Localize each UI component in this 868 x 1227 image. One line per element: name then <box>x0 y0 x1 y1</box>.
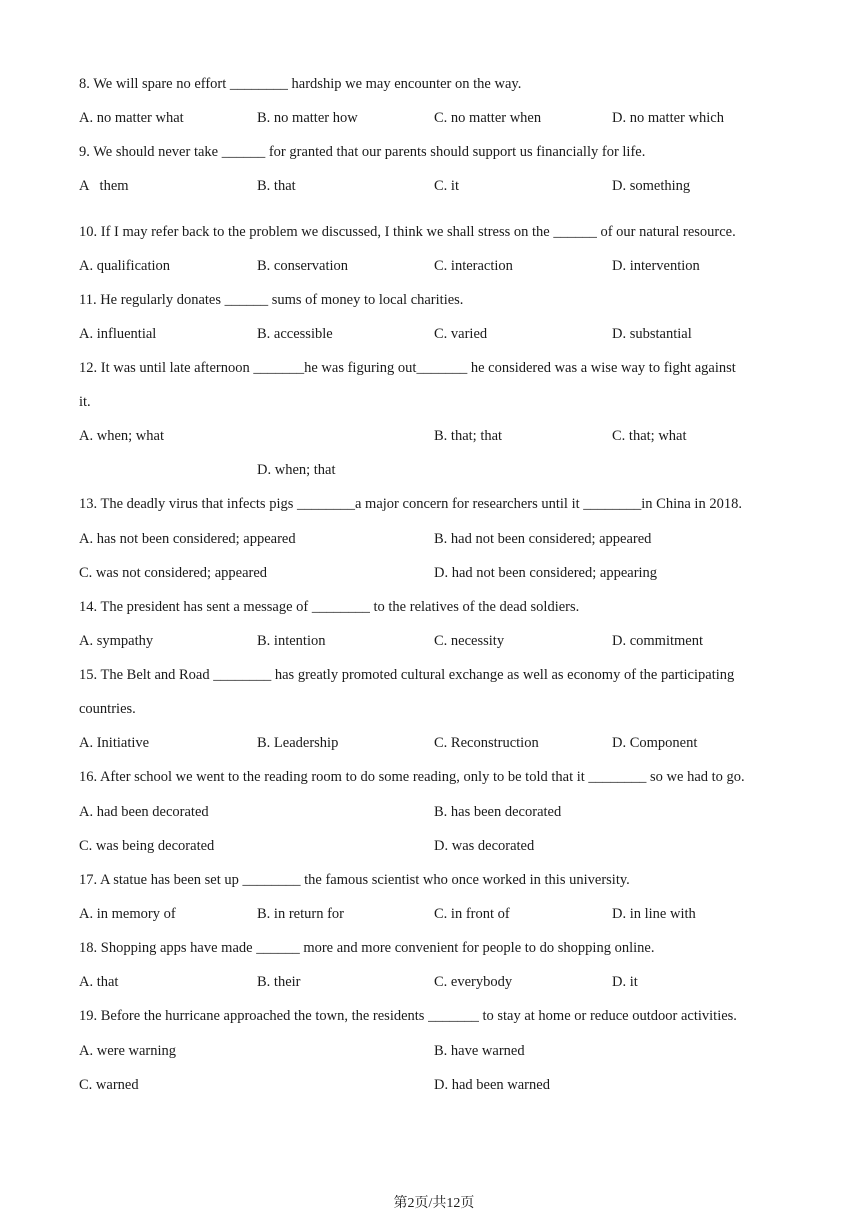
question-12-option-c: C. that; what <box>612 428 687 444</box>
question-9-option-d: D. something <box>612 178 691 194</box>
question-12-option-b: B. that; that <box>434 428 503 444</box>
question-9-option-c: C. it <box>434 178 459 194</box>
question-13-stem: 13. The deadly virus that infects pigs ________a major concern for researchers until it ________in China in 2018. <box>79 496 742 512</box>
question-18-stem: 18. Shopping apps have made ______ more and more convenient for people to do shopping online. <box>79 940 655 956</box>
question-16-option-b: B. has been decorated <box>434 804 562 820</box>
question-12-option-d: D. when; that <box>257 462 336 478</box>
question-12-stem: 12. It was until late afternoon _______he was figuring out_______ he considered was a wise way to fight against <box>79 360 736 376</box>
question-17-stem: 17. A statue has been set up ________ the famous scientist who once worked in this university. <box>79 872 630 888</box>
question-19-option-b: B. have warned <box>434 1043 525 1059</box>
question-17-option-d: D. in line with <box>612 906 696 922</box>
page-number: 第2页/共12页 <box>393 1196 475 1211</box>
question-16-option-d: D. was decorated <box>434 838 535 854</box>
question-16-stem: 16. After school we went to the reading room to do some reading, only to be told that it ________ so we had to go. <box>79 769 745 785</box>
question-15-stem: 15. The Belt and Road ________ has greatly promoted cultural exchange as well as economy of the participating <box>79 667 735 683</box>
question-18-option-c: C. everybody <box>434 974 513 990</box>
question-15-stem-continued: countries. <box>79 701 136 717</box>
question-14-option-b: B. intention <box>257 633 326 649</box>
question-9-stem: 9. We should never take ______ for granted that our parents should support us financially for life. <box>79 144 646 160</box>
question-15-option-d: D. Component <box>612 735 698 751</box>
question-15-option-b: B. Leadership <box>257 735 339 751</box>
question-17-option-c: C. in front of <box>434 906 510 922</box>
question-10-option-b: B. conservation <box>257 258 349 274</box>
question-15-option-a: A. Initiative <box>79 735 150 751</box>
question-19-option-d: D. had been warned <box>434 1077 550 1093</box>
question-8-option-c: C. no matter when <box>434 110 542 126</box>
question-18-option-d: D. it <box>612 974 638 990</box>
question-10-option-c: C. interaction <box>434 258 513 274</box>
question-11-option-a: A. influential <box>79 326 157 342</box>
question-14-option-c: C. necessity <box>434 633 505 649</box>
question-11-option-d: D. substantial <box>612 326 692 342</box>
question-11-option-b: B. accessible <box>257 326 333 342</box>
question-8-stem: 8. We will spare no effort ________ hardship we may encounter on the way. <box>79 76 522 92</box>
question-13-option-d: D. had not been considered; appearing <box>434 565 658 581</box>
question-13-option-c: C. was not considered; appeared <box>79 565 268 581</box>
question-10-stem: 10. If I may refer back to the problem we discussed, I think we shall stress on the ______ of our natural resource. <box>79 224 736 240</box>
question-8-option-a: A. no matter what <box>79 110 184 126</box>
question-17-option-a: A. in memory of <box>79 906 176 922</box>
question-14-stem: 14. The president has sent a message of ________ to the relatives of the dead soldiers. <box>79 599 580 615</box>
question-9-option-a: A them <box>79 178 129 194</box>
question-14-option-d: D. commitment <box>612 633 704 649</box>
question-12-stem-continued: it. <box>79 394 91 410</box>
question-8-option-d: D. no matter which <box>612 110 724 126</box>
question-19-option-c: C. warned <box>79 1077 139 1093</box>
question-17-option-b: B. in return for <box>257 906 344 922</box>
question-18-option-a: A. that <box>79 974 119 990</box>
question-19-stem: 19. Before the hurricane approached the town, the residents _______ to stay at home or reduce outdoor activities. <box>79 1008 737 1024</box>
question-11-option-c: C. varied <box>434 326 488 342</box>
question-15-option-c: C. Reconstruction <box>434 735 539 751</box>
question-10-option-d: D. intervention <box>612 258 700 274</box>
question-11-stem: 11. He regularly donates ______ sums of money to local charities. <box>79 292 464 308</box>
question-19-option-a: A. were warning <box>79 1043 177 1059</box>
question-14-option-a: A. sympathy <box>79 633 154 649</box>
question-12-option-a: A. when; what <box>79 428 164 444</box>
question-8-option-b: B. no matter how <box>257 110 358 126</box>
question-16-option-c: C. was being decorated <box>79 838 215 854</box>
question-13-option-a: A. has not been considered; appeared <box>79 531 296 547</box>
question-10-option-a: A. qualification <box>79 258 171 274</box>
question-13-option-b: B. had not been considered; appeared <box>434 531 652 547</box>
question-18-option-b: B. their <box>257 974 301 990</box>
question-16-option-a: A. had been decorated <box>79 804 209 820</box>
question-9-option-b: B. that <box>257 178 296 194</box>
